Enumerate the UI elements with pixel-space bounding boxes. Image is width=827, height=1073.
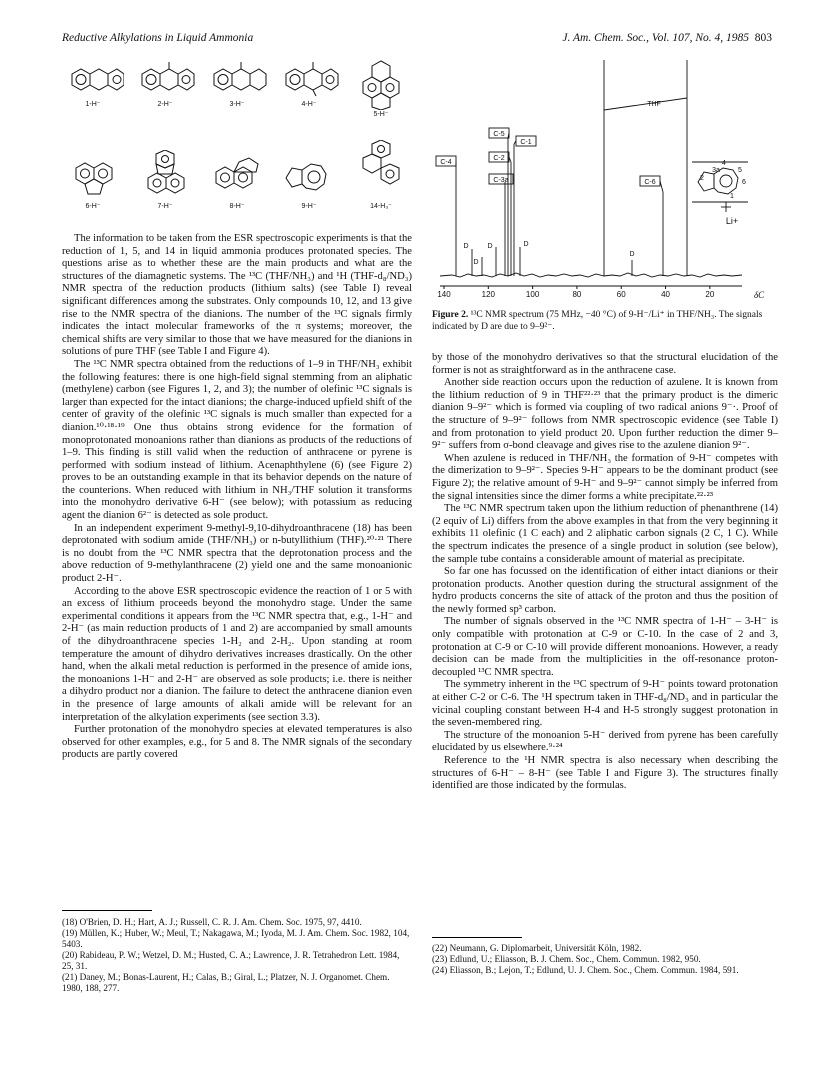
structure-label: 8-H⁻	[229, 203, 245, 210]
structure-3-H	[206, 54, 268, 108]
structure-label: 7-H⁻	[157, 203, 173, 210]
fluoranthene-ring-drawing	[134, 150, 196, 202]
peak-label-c1: C-1	[520, 139, 532, 146]
reference-item: (22) Neumann, G. Diplomarbeit, Universität Köln, 1982.	[432, 943, 642, 953]
paragraph: The ¹³C NMR spectrum taken upon the lithium reduction of phenanthrene (14) (2 equiv of Li) differs from the above examples in that from the very beginning it exhibits 11 olefinic (1 C each) and 2 aliphatic carbon signals (2 C, 1 C). While the spectrum indicates the presence of a single product in solution (see below), the sample tube contains a considerable amount of material as precipitate.	[432, 503, 778, 565]
atom-label: 4	[722, 160, 726, 167]
structure-9-H	[278, 154, 340, 210]
paragraph: In an independent experiment 9-methyl-9,10-dihydroanthracene (18) has been deprotonated with sodium amide (THF/NH₃) or n-butyllithium (THF).²⁰·²¹ There is no doubt from the ¹³C NMR spectra that the deprotonation process and the above reduction of 9-methylanthracene (2) yield one and the same monoanionic product 2-H⁻.	[62, 522, 412, 585]
acenaphthylene-ring-drawing	[62, 152, 124, 202]
paragraph: According to the above ESR spectroscopic evidence the reaction of 1 or 5 with an excess of lithium proceeds beyond the monohydro stage. Under the same experimental conditions it appears from the ¹³C NMR spectra that, e.g., 1-H⁻ and 2-H⁻ (as main reduction products of 1 and 2) are accompanied by small amounts of the dihydroanthracene species 1-H₂ and 2-H₂. Upon standing at room temperature the amount of dihydro derivatives increases drastically. On the other hand, when the alkali metal reduction is performed in the presence of amide ions, the monoanions 1-H⁻ and 2-H⁻ are observed as sole products; i.e. there is neither a dihydro product nor a dianion. The failure to detect the anthracene dianion even in the presence of large amounts of alkali amide will be relevant for an interpretation of the alkylation experiments (see section 3.3).	[62, 585, 412, 723]
anthracene-ring-drawing	[62, 60, 124, 100]
reference-item: (18) O'Brien, D. H.; Hart, A. J.; Russell, C. R. J. Am. Chem. Soc. 1975, 97, 4410.	[62, 917, 362, 927]
paragraph: The number of signals observed in the ¹³C NMR spectra of 1-H⁻ – 3-H⁻ is only compatible with protonation at C-9 or C-10. In the case of 2 and 3, protonation at C-9 or C-10 will provide different monoanions. However, a ready decision can be made from the multiplicities in the off-resonance proton-decoupled ¹³C NMR spectra.	[432, 616, 778, 678]
peak-label-d: D	[523, 241, 529, 248]
references-left	[62, 917, 412, 994]
figure-label: Figure 2.	[432, 310, 469, 320]
counterion-label: Li+	[725, 216, 739, 226]
paragraph: The structure of the monoanion 5-H⁻ derived from pyrene has been carefully elucidated by us elsewhere.⁹·²⁴	[432, 729, 778, 754]
peak-label-thf: THF	[647, 101, 661, 108]
peak-label-c2: C-2	[493, 155, 505, 162]
peak-label-d: D	[463, 243, 469, 250]
reference-item: (24) Eliasson, B.; Lejon, T.; Edlund, U. J. Chem. Soc., Chem. Commun. 1984, 591.	[432, 965, 739, 975]
reference-item: (19) Müllen, K.; Huber, W.; Meul, T.; Nakagawa, M.; Iyoda, M. J. Am. Chem. Soc. 1982, 104, 5403.	[62, 928, 410, 949]
footnote-rule-right	[432, 937, 522, 938]
axis-tick-label: 100	[525, 290, 540, 299]
journal-citation: J. Am. Chem. Soc., Vol. 107, No. 4, 1985	[562, 32, 749, 44]
structure-label: 6-H⁻	[85, 203, 101, 210]
paragraph: The information to be taken from the ESR spectroscopic experiments is that the reduction of 1, 5, and 14 in liquid ammonia produces protonated species. The questions arise as to whether these are the main products and what are the structures of the diamagnetic systems. The ¹³C (THF/NH₃) and ¹H (THF-d₈/ND₃) NMR spectra of the reduction products (lithium salts) (see Table I) reveal significant differences among the substrates. Only compounds 10, 12, and 13 give rise to the NMR spectra of the dianions. The number of the ¹³C signals firmly indicates the intact molecular frameworks of the π systems; moreover, the chemical shifts are very similar to those that we have measured for the dianions in solutions of pure THF (see Table I and Figure 4).	[62, 233, 412, 358]
structure-2-H	[134, 60, 196, 108]
phenylanthracene-ring-drawing	[206, 54, 268, 100]
running-header-title: Reductive Alkylations in Liquid Ammonia	[62, 32, 254, 44]
figure-2-caption	[432, 310, 778, 333]
structure-formulas	[62, 52, 412, 227]
peak-label-d: D	[487, 243, 493, 250]
structure-label: 14-H₃⁻	[370, 203, 392, 210]
paragraph: Further protonation of the monohydro species at elevated temperatures is also observed for other examples, e.g., for 5 and 8. The NMR signals of the secondary products are partly covered	[62, 724, 412, 761]
methylanthracene-ring-drawing	[134, 60, 196, 100]
reference-item: (21) Daney, M.; Bonas-Laurent, H.; Calas, B.; Giral, L.; Platzer, N. J. Organomet. Chem. 1980, 188, 277.	[62, 972, 390, 993]
atom-label: 5	[738, 167, 742, 174]
paragraph: Reference to the ¹H NMR spectra is also necessary when describing the structures of 6-H⁻ – 8-H⁻ (see Table I and Figure 3). The structures finally identified are those indicated by the formulas.	[432, 755, 778, 792]
peak-label-c6: C-6	[644, 179, 656, 186]
paragraph: by those of the monohydro derivatives so that the structural elucidation of the former is not as straightforward as in the anthracene case.	[432, 352, 778, 376]
atom-label: 6	[742, 179, 746, 186]
peak-label-c3a: C-3a	[493, 177, 509, 184]
structure-label: 3-H⁻	[229, 101, 245, 108]
reference-item: (20) Rabideau, P. W.; Wetzel, D. M.; Husted, C. A.; Lawrence, J. R. Tetrahedron Lett. 1984, 25, 31.	[62, 950, 400, 971]
structure-label: 4-H⁻	[301, 101, 317, 108]
peak-label-c4: C-4	[440, 159, 452, 166]
paragraph: The ¹³C NMR spectra obtained from the reductions of 1–9 in THF/NH₃ exhibit the following features: there is one high-field signal stemming from an aliphatic (methylene) carbon (see Figures 1, 2, and 3); the number of olefinic ¹³C signals is larger than expected for the intact dianions; the charge-induced upfield shift of the center of gravity of the olefinic ¹³C signals is much smaller than expected for a dianion.¹⁰·¹⁸·¹⁹ One thus obtains strong evidence for the formation of monoprotonated monoanions rather than dianions as products of the reductions of 1–9. This finding is still valid when the reduction of anthracene or pyrene is performed with sodium instead of lithium. Acenaphthylene (6) (see Figure 2) proves to be an outstanding example in that its behavior depends on the nature of the counterions. When reduced with lithium in NH₃/THF solution it transforms into the monohydro derivative 6-H⁻ (see below); with potassium as reducing agent the dianion 6²⁻ is detected as sole product.	[62, 358, 412, 522]
reference-item: (23) Edlund, U.; Eliasson, B. J. Chem. Soc., Chem. Commun. 1982, 950.	[432, 954, 701, 964]
atom-label: 1	[730, 193, 734, 200]
page-number: 803	[754, 32, 772, 44]
axis-tick-label: 120	[481, 290, 495, 299]
structure-label: 5-H⁻	[373, 111, 389, 118]
axis-tick-label: 60	[616, 290, 626, 299]
footnote-rule-left	[62, 910, 152, 911]
structure-label: 1-H⁻	[85, 101, 101, 108]
azulene-ring-drawing	[278, 154, 340, 202]
structure-4-H	[278, 54, 340, 108]
spectrum-baseline	[440, 273, 742, 277]
structure-6-H	[62, 152, 124, 210]
peak-label-d: D	[473, 259, 479, 266]
structure-label: 9-H⁻	[301, 203, 317, 210]
right-column-text	[432, 352, 778, 793]
axis-tick-label: 40	[661, 290, 670, 299]
peak-label-d: D	[629, 251, 635, 258]
structure-1-H	[62, 60, 124, 108]
axis-tick-label: 20	[705, 290, 715, 299]
paragraph: So far one has focussed on the identification of either intact dianions or their protonation products. Another question during the structural assignment of the hydro products concerns the site of attack of the proton and thus the position of the newly formed sp³ carbon.	[432, 566, 778, 615]
structure-7-H	[134, 150, 196, 210]
diphenylanthracene-ring-drawing	[278, 54, 340, 100]
structure-14-H3	[350, 140, 412, 210]
structure-5-H	[350, 52, 412, 118]
left-column-text	[62, 233, 412, 762]
phenanthrene-ring-drawing	[350, 140, 412, 202]
paragraph: When azulene is reduced in THF/NH₃ the formation of 9-H⁻ competes with the dimerization to 9–9²⁻. Species 9-H⁻ appears to be the dominant product (see Figure 2); the relative amount of 9-H⁻ and 9–9²⁻ cannot simply be inferred from the signal intensities since the dimer forms a white precipitate.²²·²³	[432, 452, 778, 502]
nmr-spectrum-figure	[432, 52, 778, 302]
paragraph: The symmetry inherent in the ¹³C spectrum of 9-H⁻ points toward protonation at either C-2 or C-6. The ¹H spectrum taken in THF-d₈/ND₃ and in particular the vicinal coupling constant between H-4 and H-5 strongly suggest protonation in the seven-membered ring.	[432, 679, 778, 729]
atom-label: 3a	[712, 167, 720, 174]
aceheptylene-ring-drawing	[206, 154, 268, 202]
axis-tick-label: 140	[437, 290, 451, 299]
paragraph: Another side reaction occurs upon the reduction of azulene. It is known from the lithium reduction of 9 in THF²²·²³ that the primary product is the dimeric dianion 9–9²⁻ which is formed via coupling of two radical anions 9⁻·. Proof of the structure of 9–9²⁻ follows from NMR spectroscopic evidence (see Table I) and from protonation to yield product 20. Upon further reduction the dimer 9–9²⁻ suffers from σ-bond cleavage and gives rise to the azulene dianion 9²⁻.	[432, 377, 778, 452]
atom-label: 2	[700, 175, 704, 182]
running-header-journal	[472, 32, 772, 44]
figure-caption-text: ¹³C NMR spectrum (75 MHz, −40 °C) of 9-H⁻/Li⁺ in THF/NH₃. The signals indicated by D are due to 9–9²⁻.	[432, 310, 763, 332]
pyrene-ring-drawing	[350, 52, 412, 110]
peak-label-c5: C-5	[493, 131, 505, 138]
structure-8-H	[206, 154, 268, 210]
structure-label: 2-H⁻	[157, 101, 173, 108]
axis-unit: δC	[754, 290, 765, 300]
references-right	[432, 943, 778, 976]
axis-tick-label: 80	[572, 290, 582, 299]
